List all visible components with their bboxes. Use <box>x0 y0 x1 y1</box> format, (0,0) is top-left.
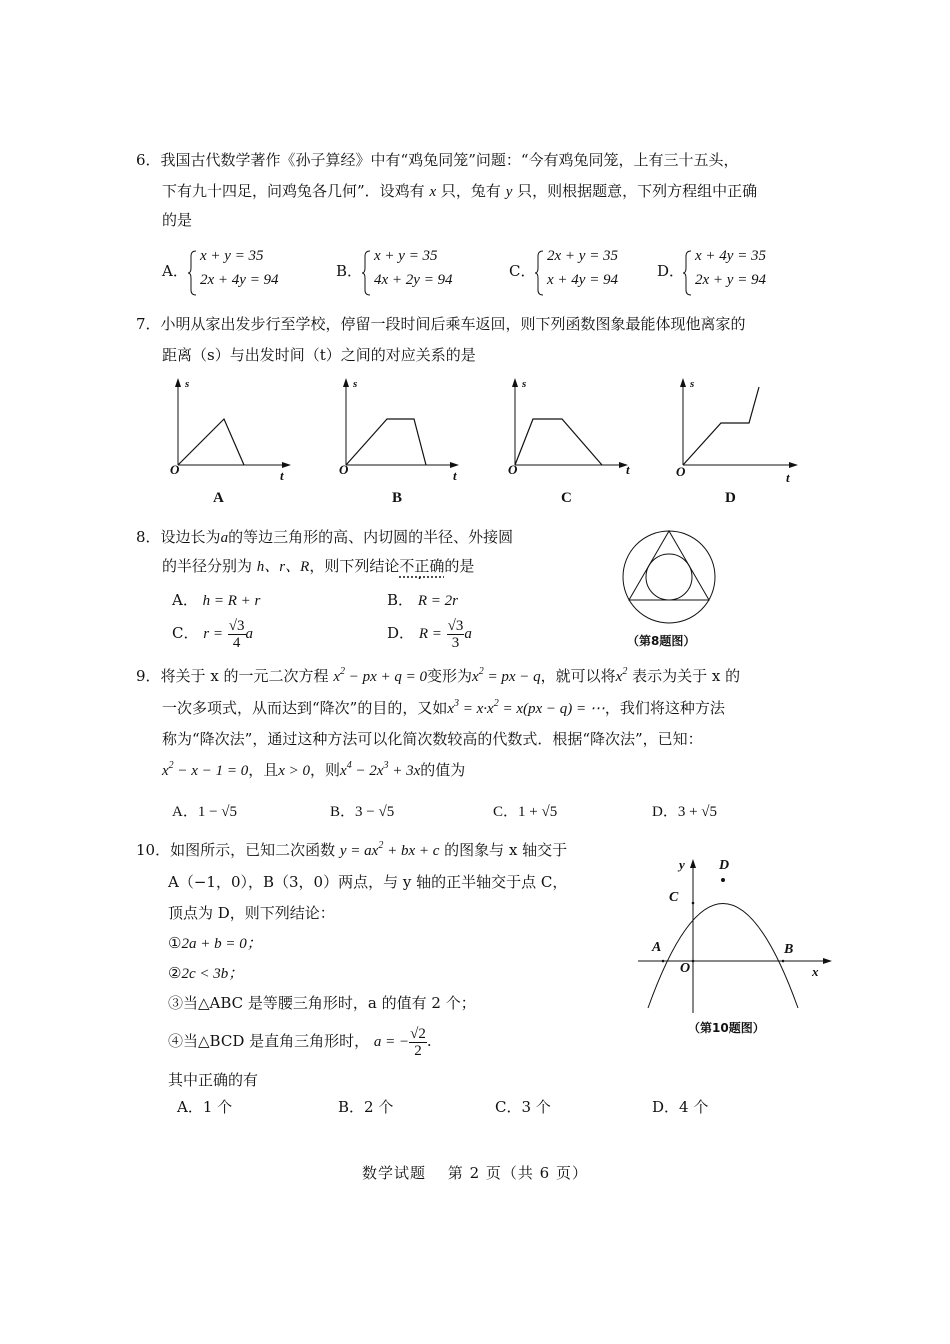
q8-d-lhs: R = <box>418 626 442 642</box>
q9-number: 9． <box>136 667 161 685</box>
page-footer: 数学试题 第 2 页（共 6 页） <box>362 1164 588 1182</box>
graph-d-label[interactable]: D <box>725 490 736 506</box>
q8-c-label: C． <box>172 624 199 642</box>
graph-b-origin: O <box>339 462 349 477</box>
q8-line-1 <box>136 527 513 548</box>
q8-text-1a: 设边长为 <box>160 528 221 546</box>
graph-d-x-label: t <box>786 470 790 485</box>
brace-icon <box>535 250 545 296</box>
q10-line-2: A（−1，0），B（3，0）两点，与 y 轴的正半轴交于点 C， <box>168 873 568 891</box>
graph-c-x-label: t <box>626 462 630 477</box>
q8-c-lhs: r = <box>203 626 223 642</box>
q6-option-d-label[interactable]: D． <box>657 262 685 280</box>
q9-a-label: A． <box>172 804 198 820</box>
q10-statement-1-text: 2a + b = 0； <box>181 936 262 952</box>
q10-d-label: D． <box>652 1098 680 1116</box>
graph-b-label[interactable]: B <box>392 490 403 506</box>
q9-b-value: 3 − √5 <box>355 804 395 820</box>
q10-statement-2 <box>168 963 243 984</box>
graph-b[interactable] <box>333 375 468 485</box>
q6-line-1 <box>136 150 739 170</box>
q9-text-1d: 表示为关于 x 的 <box>632 667 741 685</box>
q6-option-c-label[interactable]: C． <box>509 262 536 280</box>
q9-text-2b: ，我们将这种方法 <box>604 699 725 717</box>
q8-b-label: B． <box>387 591 414 609</box>
q9-eq-given: $x^2 - x - 1 = 0$ <box>162 760 249 779</box>
figure-10-point-c: C <box>669 890 679 905</box>
q7-number: 7． <box>136 315 161 333</box>
q8-a-label: A． <box>172 591 198 609</box>
q9-text-4a: ，且 <box>248 761 279 779</box>
q9-c-value: 1 + √5 <box>518 804 558 820</box>
q6-c-eq2: x + 4y = 94 <box>547 272 619 288</box>
q10-conclusion: 其中正确的有 <box>168 1071 259 1089</box>
figure-10-parabola <box>630 855 840 1015</box>
brace-icon <box>683 250 693 296</box>
figure-8-caption: （第8题图） <box>627 634 696 648</box>
q9-eq-original: $x^2$ − px + q = 0 <box>333 666 428 685</box>
q9-text-1a: 将关于 x 的一元二次方程 <box>160 667 329 685</box>
q10-statement-4-fraction <box>409 1026 427 1059</box>
graph-d-y-label: s <box>690 378 695 390</box>
graph-c[interactable] <box>502 375 637 485</box>
q10-text-1b: 的图象与 x 轴交于 <box>444 841 568 859</box>
q9-text-2a: 一次多项式，从而达到“降次”的目的，又如 <box>162 699 448 717</box>
q10-b-value: 2 个 <box>364 1098 394 1116</box>
q8-text-2c: ，则下列结论 <box>309 557 400 575</box>
q10-option-c[interactable] <box>495 1097 551 1117</box>
q8-emphasis-not-correct: 不正确 <box>399 557 445 575</box>
q8-c-den: 4 <box>232 634 241 651</box>
q9-line-3: 称为“降次法”，通过这种方法可以化简次数较高的代数式．根据“降次法”，已知： <box>162 730 703 748</box>
graph-b-y-label: s <box>353 378 358 390</box>
q10-statement-3-text: 当△ABC 是等腰三角形时，a 的值有 2 个； <box>183 994 476 1012</box>
q8-d-fraction <box>447 618 465 651</box>
q8-vars: h、r、R <box>256 559 310 575</box>
q8-option-a[interactable] <box>172 590 260 611</box>
q8-option-c[interactable] <box>172 613 253 654</box>
q10-b-label: B． <box>338 1098 365 1116</box>
graph-c-y-label: s <box>522 378 527 390</box>
q8-var-a: a <box>220 530 229 546</box>
q7-line-1 <box>136 314 746 334</box>
circled-1-icon: ① <box>168 934 182 952</box>
q9-x-squared: $x^2$ <box>615 666 628 685</box>
figure-10-x-label: x <box>812 964 819 979</box>
q10-statement-1 <box>168 933 262 954</box>
graph-b-x-label: t <box>453 468 457 483</box>
q10-text-1a: 如图所示，已知二次函数 <box>170 841 336 859</box>
q10-statement-3 <box>168 993 476 1013</box>
q9-line-2 <box>162 698 725 719</box>
q10-function: $y = ax^2$ + bx + c <box>339 840 440 859</box>
graph-a-x-label: t <box>280 468 284 483</box>
q6-var-x: x <box>429 184 437 200</box>
q9-d-label: D． <box>652 804 678 820</box>
q10-statement-4-end: . <box>426 1032 432 1050</box>
q7-text-1: 小明从家出发步行至学校，停留一段时间后乘车返回，则下列函数图象最能体现他离家的 <box>160 315 746 333</box>
q9-c-label: C． <box>493 804 519 820</box>
q7-line-2: 距离（s）与出发时间（t）之间的对应关系的是 <box>162 346 476 364</box>
q6-text-2c: 只，则根据题意，下列方程组中正确 <box>517 182 758 200</box>
figure-10-point-a: A <box>652 940 662 955</box>
q9-expression: $x^4 - 2x^3 + 3x$ <box>340 760 421 779</box>
circled-2-icon: ② <box>168 964 182 982</box>
q10-c-label: C． <box>495 1098 522 1116</box>
circled-3-icon: ③ <box>168 994 184 1012</box>
q8-a-text: h = R + r <box>202 593 261 609</box>
q6-c-eq1: 2x + y = 35 <box>547 248 619 264</box>
q6-text-2b: 只，兔有 <box>440 182 501 200</box>
q9-option-c[interactable] <box>493 802 557 822</box>
q10-statement-2-text: 2c < 3b； <box>181 966 244 982</box>
graph-d-origin: O <box>676 464 686 479</box>
q10-option-b[interactable] <box>338 1097 393 1117</box>
figure-10-y-label: y <box>679 857 685 872</box>
q6-option-a-label[interactable]: A． <box>162 262 188 280</box>
q8-text-1b: 的等边三角形的高、内切圆的半径、外接圆 <box>228 528 514 546</box>
figure-10-point-d: D <box>719 858 730 873</box>
q10-frac-num: √2 <box>410 1025 426 1042</box>
q9-line-4 <box>162 760 465 781</box>
q8-b-text: R = 2r <box>417 593 458 609</box>
q9-text-1c: ，就可以将 <box>540 667 616 685</box>
q8-text-2a: 的半径分别为 <box>162 557 253 575</box>
q6-text-2a: 下有九十四足，问鸡兔各几何”．设鸡有 <box>162 182 425 200</box>
q6-a-eq1: x + y = 35 <box>200 248 264 264</box>
q6-line-2 <box>162 181 757 202</box>
q8-c-rhs: a <box>245 626 253 642</box>
q10-d-value: 4 个 <box>679 1098 709 1116</box>
q10-number: 10． <box>136 841 171 859</box>
q6-number: 6． <box>136 151 161 169</box>
q10-a-label: A． <box>177 1098 203 1116</box>
q8-line-2 <box>162 556 474 577</box>
q6-text-1: 我国古代数学著作《孙子算经》中有“鸡兔同笼”问题：“今有鸡兔同笼，上有三十五头， <box>160 151 739 169</box>
q10-option-d[interactable] <box>652 1097 708 1117</box>
q6-option-b-label[interactable]: B． <box>336 262 363 280</box>
q8-text-2d: 的是 <box>444 557 475 575</box>
q10-line-3: 顶点为 D，则下列结论： <box>168 904 335 922</box>
q10-a-value: 1 个 <box>202 1098 233 1116</box>
q8-d-num: √3 <box>447 617 464 634</box>
q10-statement-4 <box>168 1021 432 1062</box>
q8-c-fraction <box>228 618 246 651</box>
q10-statement-4-lhs: a = − <box>373 1034 410 1050</box>
q10-line-1 <box>136 840 567 861</box>
q9-d-value: 3 + √5 <box>677 804 718 820</box>
q8-d-rhs: a <box>464 626 472 642</box>
graph-c-label[interactable]: C <box>561 490 572 506</box>
q6-d-eq2: 2x + y = 94 <box>695 272 767 288</box>
q6-b-eq1: x + y = 35 <box>374 248 438 264</box>
figure-10-point-b: B <box>784 942 794 957</box>
q8-c-num: √3 <box>228 617 245 634</box>
figure-10-origin: O <box>680 961 691 976</box>
q9-option-b[interactable] <box>330 802 394 822</box>
q6-a-eq2: 2x + 4y = 94 <box>200 272 279 288</box>
q9-option-d[interactable] <box>652 802 717 822</box>
graph-d[interactable] <box>670 375 805 485</box>
q8-option-b[interactable] <box>387 590 458 611</box>
figure-10-caption: （第10题图） <box>688 1021 765 1035</box>
figure-8-circles-triangle <box>620 527 720 627</box>
brace-icon <box>362 250 372 296</box>
graph-a-y-label: s <box>185 378 190 390</box>
q8-number: 8． <box>136 528 161 546</box>
q9-eq-transformed: $x^2$ = px − q <box>472 666 541 685</box>
q10-option-a[interactable] <box>177 1097 232 1117</box>
q6-var-y: y <box>505 184 513 200</box>
q6-b-eq2: 4x + 2y = 94 <box>374 272 453 288</box>
q9-a-value: 1 − √5 <box>197 804 238 820</box>
q9-text-4b: ，则 <box>310 761 341 779</box>
q8-option-d[interactable] <box>387 613 472 654</box>
q6-d-eq1: x + 4y = 35 <box>695 248 767 264</box>
q6-line-3: 的是 <box>162 211 193 229</box>
graph-a-label[interactable]: A <box>213 490 224 506</box>
q10-c-value: 3 个 <box>521 1098 551 1116</box>
q9-condition: x > 0 <box>278 763 310 779</box>
q8-d-label: D． <box>387 624 415 642</box>
q10-frac-den: 2 <box>414 1042 422 1059</box>
graph-c-origin: O <box>508 462 518 477</box>
q9-b-label: B． <box>330 804 356 820</box>
q10-statement-4-text: 当△BCD 是直角三角形时， <box>183 1032 370 1050</box>
q9-text-1b: 变形为 <box>427 667 473 685</box>
graph-a-origin: O <box>170 462 180 477</box>
q9-option-a[interactable] <box>172 802 237 822</box>
q8-d-den: 3 <box>451 634 460 651</box>
q9-eq-cube: $x^3 = x\cdot x^2 = x(px - q)$ = ⋯ <box>447 698 605 717</box>
q9-line-1 <box>136 666 740 687</box>
circled-4-icon: ④ <box>168 1032 184 1050</box>
q9-text-4c: 的值为 <box>420 761 466 779</box>
brace-icon <box>188 250 198 296</box>
